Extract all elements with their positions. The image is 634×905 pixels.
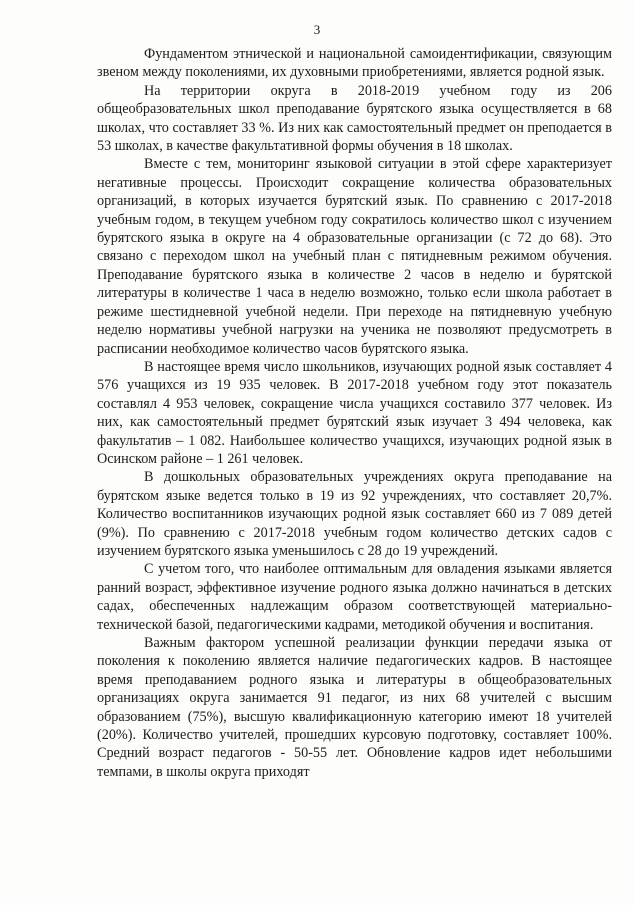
paragraph-preschool: В дошкольных образовательных учреждениях округа преподавание на бурятском языке ведется только в 19 из 92 учреждениях, что составляет 20,7%. Количество воспитанников изучающих родной язык составляет 660 из 7 089 детей (9%). По сравнению с 2017-2018 учебным годом количество детских садов с изучением бурятского языка уменьшилось с 28 до 19 учреждений.: [97, 469, 612, 559]
paragraph-early-age: С учетом того, что наиболее оптимальным для овладения языками является ранний возраст, эффективное изучение родного языка должно начинаться в детских садах, обеспеченных надлежащим образом соответствующей материально-технической базой, педагогическими кадрами, методикой обучения и воспитания.: [97, 561, 612, 633]
paragraph-negative-trends: Вместе с тем, мониторинг языковой ситуации в этой сфере характеризует негативные процессы. Происходит сокращение количества образовательных организаций, в которых изучается бурятский язык. По сравнению с 2017-2018 учебным годом, в текущем учебном году сократилось количество школ с изучением бурятского языка в округе на 4 образовательные организации (с 72 до 68). Это связано с переходом школ на учебный план с пятидневным режимом обучения. Преподавание бурятского языка в количестве 2 часов в неделю и бурятской литературы в количестве 1 часа в неделю возможно, только если школа работает в режиме шестидневной учебной недели. При переходе на пятидневную учебную неделю нормативы учебной нагрузки на ученика не позволяют предусмотреть в расписании необходимое количество часов бурятского языка.: [97, 156, 612, 357]
paragraph-teaching-staff: Важным фактором успешной реализации функции передачи языка от поколения к поколению является наличие педагогических кадров. В настоящее время преподаванием родного языка и литературы в общеобразовательных организациях округа занимается 91 педагог, из них 68 учителей с высшим образованием (75%), высшую квалификационную категорию имеют 18 учителей (20%). Количество учителей, прошедших курсовую подготовку, составляет 100%. Средний возраст педагогов - 50-55 лет. Обновление кадров идет небольшими темпами, в школы округа приходят: [97, 635, 612, 780]
paragraph-student-numbers: В настоящее время число школьников, изучающих родной язык составляет 4 576 учащихся из 19 935 человек. В 2017-2018 учебном году этот показатель составлял 4 953 человек, сокращение числа учащихся составило 377 человек. Из них, как самостоятельный предмет бурятский язык изучает 3 494 человека, как факультатив – 1 082. Наибольшее количество учащихся, изучающих родной язык в Осинском районе – 1 261 человек.: [97, 358, 612, 467]
page-number: 3: [313, 22, 321, 37]
document-body: [97, 45, 612, 781]
paragraph-native-language-identity: Фундаментом этнической и национальной самоидентификации, связующим звеном между поколениями, их духовными приобретениями, является родной язык.: [97, 46, 612, 81]
paragraph-school-statistics: На территории округа в 2018-2019 учебном году из 206 общеобразовательных школ преподавание бурятского языка осуществляется в 68 школах, что составляет 33 %. Из них как самостоятельный предмет он преподается в 53 школах, в качестве факультативной формы обучения в 18 школах.: [97, 82, 612, 155]
